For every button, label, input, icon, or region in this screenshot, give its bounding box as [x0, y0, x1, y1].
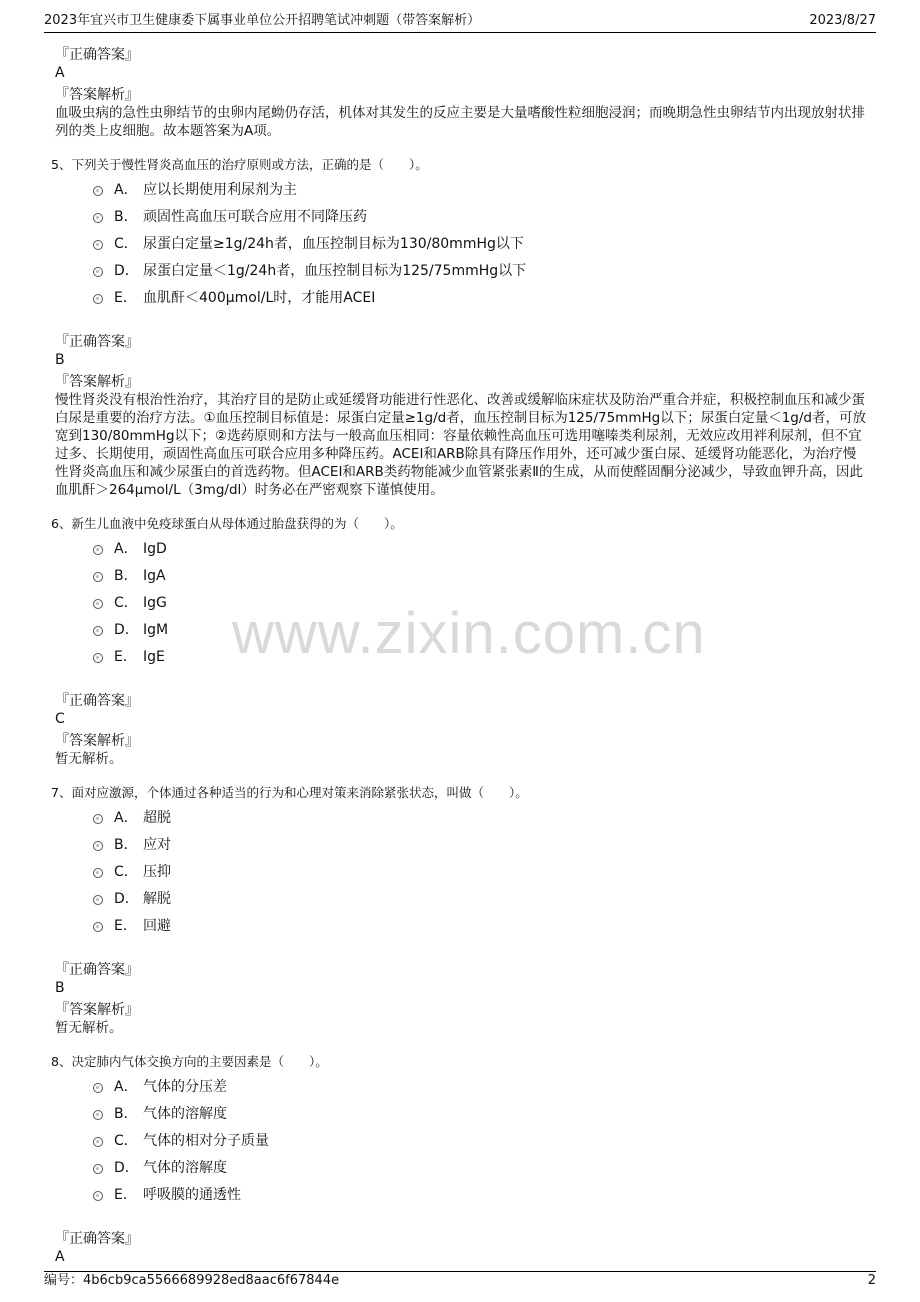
option-text: 气体的溶解度 [143, 1160, 227, 1176]
radio-icon[interactable] [93, 572, 103, 582]
radio-icon[interactable] [93, 1083, 103, 1093]
option-c[interactable] [93, 862, 867, 889]
radio-icon[interactable] [93, 294, 103, 304]
option-letter: C． [114, 595, 138, 611]
option-d[interactable] [93, 1158, 867, 1185]
option-letter: B． [114, 568, 138, 584]
option-text: IgM [143, 622, 169, 638]
option-d[interactable] [93, 261, 867, 288]
question-8-options [93, 1077, 867, 1212]
radio-icon[interactable] [93, 1137, 103, 1147]
correct-answer-label: 『正确答案』 [55, 693, 139, 709]
option-letter: D． [114, 263, 139, 279]
radio-icon[interactable] [93, 186, 103, 196]
radio-icon[interactable] [93, 240, 103, 250]
question-5: 5、下列关于慢性肾炎高血压的治疗原则或方法，正确的是（ ）。 [51, 157, 428, 172]
question-8: 8、决定肺内气体交换方向的主要因素是（ ）。 [51, 1054, 328, 1069]
option-letter: D． [114, 622, 139, 638]
option-b[interactable] [93, 835, 867, 862]
question-6-options [93, 539, 867, 674]
document-title: 2023年宜兴市卫生健康委下属事业单位公开招聘笔试冲刺题（带答案解析） [44, 13, 481, 28]
option-text: 回避 [143, 918, 171, 934]
option-letter: A． [114, 1079, 138, 1095]
document-code: 编号：4b6cb9ca5566689928ed8aac6f67844e [44, 1273, 340, 1288]
option-text: 超脱 [143, 810, 171, 826]
correct-answer: C [55, 711, 65, 727]
option-text: 尿蛋白定量≥1g/24h者，血压控制目标为130/80mmHg以下 [143, 236, 524, 252]
document-date: 2023/8/27 [809, 13, 876, 28]
option-text: 血肌酐＜400μmol/L时，才能用ACEI [143, 290, 376, 306]
page-footer [44, 1271, 876, 1292]
option-letter: D． [114, 891, 139, 907]
option-letter: E． [114, 649, 137, 665]
correct-answer-label: 『正确答案』 [55, 1231, 139, 1247]
option-letter: E． [114, 918, 137, 934]
option-text: 尿蛋白定量＜1g/24h者，血压控制目标为125/75mmHg以下 [143, 263, 527, 279]
option-text: IgA [143, 568, 166, 584]
option-b[interactable] [93, 1104, 867, 1131]
option-text: IgE [143, 649, 165, 665]
question-7-options [93, 808, 867, 943]
option-text: 压抑 [143, 864, 171, 880]
option-d[interactable] [93, 620, 867, 647]
option-letter: E． [114, 290, 137, 306]
radio-icon[interactable] [93, 1110, 103, 1120]
option-letter: A． [114, 182, 138, 198]
page-content [51, 46, 867, 1270]
option-text: 应对 [143, 837, 171, 853]
correct-answer: A [55, 1249, 65, 1265]
option-d[interactable] [93, 889, 867, 916]
option-a[interactable] [93, 1077, 867, 1104]
option-e[interactable] [93, 916, 867, 943]
radio-icon[interactable] [93, 868, 103, 878]
option-a[interactable] [93, 539, 867, 566]
question-7: 7、面对应激源，个体通过各种适当的行为和心理对策来消除紧张状态，叫做（ ）。 [51, 785, 528, 800]
option-a[interactable] [93, 180, 867, 207]
question-6: 6、新生儿血液中免疫球蛋白从母体通过胎盘获得的为（ ）。 [51, 516, 403, 531]
page-number: 2 [867, 1273, 876, 1288]
radio-icon[interactable] [93, 895, 103, 905]
option-c[interactable] [93, 234, 867, 261]
correct-answer: A [55, 65, 65, 81]
option-e[interactable] [93, 1185, 867, 1212]
option-text: 气体的相对分子质量 [143, 1133, 269, 1149]
radio-icon[interactable] [93, 545, 103, 555]
option-b[interactable] [93, 207, 867, 234]
option-letter: A． [114, 541, 138, 557]
page-header [44, 12, 876, 33]
option-text: 解脱 [143, 891, 171, 907]
option-letter: B． [114, 837, 138, 853]
option-b[interactable] [93, 566, 867, 593]
option-c[interactable] [93, 1131, 867, 1158]
analysis-text: 慢性肾炎没有根治性治疗，其治疗目的是防止或延缓肾功能进行性恶化、改善或缓解临床症状及防治严重合并症，积极控制血压和减少蛋白尿是重要的治疗方法。①血压控制目标值是：尿蛋白定量≥1g/d者，血压控制目标为125/75mmHg以下；尿蛋白定量＜1g/d者，可放宽到130/80mmHg以下；②选药原则和方法与一般高血压相同：容量依赖性高血压可选用噻嗪类利尿剂，无效应改用袢利尿剂，但不宜过多、长期使用，顽固性高血压可联合应用多种降压药。ACEI和ARB除具有降压作用外，还可减少蛋白尿、延缓肾功能恶化，为治疗慢性肾炎高血压和减少尿蛋白的首选药物。但ACEI和ARB类药物能减少血管紧张素Ⅱ的生成，从而使醛固酮分泌减少，导致血钾升高，因此血肌酐＞264μmol/L（3mg/dl）时务必在严密观察下谨慎使用。 [55, 392, 866, 498]
option-letter: D． [114, 1160, 139, 1176]
correct-answer: B [55, 352, 65, 368]
correct-answer: B [55, 980, 65, 996]
correct-answer-label: 『正确答案』 [55, 962, 139, 978]
option-text: IgD [143, 541, 167, 557]
option-letter: C． [114, 864, 138, 880]
watermark: www.zixin.com.cn [232, 601, 706, 666]
correct-answer-label: 『正确答案』 [55, 334, 139, 350]
radio-icon[interactable] [93, 599, 103, 609]
option-letter: E． [114, 1187, 137, 1203]
analysis-label: 『答案解析』 [55, 1002, 139, 1018]
radio-icon[interactable] [93, 841, 103, 851]
option-letter: C． [114, 1133, 138, 1149]
option-text: 气体的分压差 [143, 1079, 227, 1095]
question-5-options [93, 180, 867, 315]
option-e[interactable] [93, 288, 867, 315]
radio-icon[interactable] [93, 267, 103, 277]
radio-icon[interactable] [93, 213, 103, 223]
option-letter: C． [114, 236, 138, 252]
radio-icon[interactable] [93, 922, 103, 932]
option-text: 顽固性高血压可联合应用不同降压药 [143, 209, 367, 225]
correct-answer-label: 『正确答案』 [55, 47, 139, 63]
option-e[interactable] [93, 647, 867, 674]
option-a[interactable] [93, 808, 867, 835]
analysis-label: 『答案解析』 [55, 374, 139, 390]
analysis-label: 『答案解析』 [55, 87, 139, 103]
option-text: IgG [143, 595, 167, 611]
analysis-label: 『答案解析』 [55, 733, 139, 749]
analysis-text: 暂无解析。 [55, 1020, 123, 1036]
option-letter: B． [114, 209, 138, 225]
radio-icon[interactable] [93, 653, 103, 663]
analysis-text: 暂无解析。 [55, 751, 123, 767]
radio-icon[interactable] [93, 814, 103, 824]
option-letter: A． [114, 810, 138, 826]
radio-icon[interactable] [93, 1164, 103, 1174]
option-text: 呼吸膜的通透性 [143, 1187, 241, 1203]
radio-icon[interactable] [93, 1191, 103, 1201]
option-text: 气体的溶解度 [143, 1106, 227, 1122]
option-text: 应以长期使用利尿剂为主 [143, 182, 297, 198]
radio-icon[interactable] [93, 626, 103, 636]
option-letter: B． [114, 1106, 138, 1122]
analysis-text: 血吸虫病的急性虫卵结节的虫卵内尾蚴仍存活，机体对其发生的反应主要是大量嗜酸性粒细胞浸润；而晚期急性虫卵结节内出现放射状排列的类上皮细胞。故本题答案为A项。 [55, 105, 865, 139]
option-c[interactable] [93, 593, 867, 620]
